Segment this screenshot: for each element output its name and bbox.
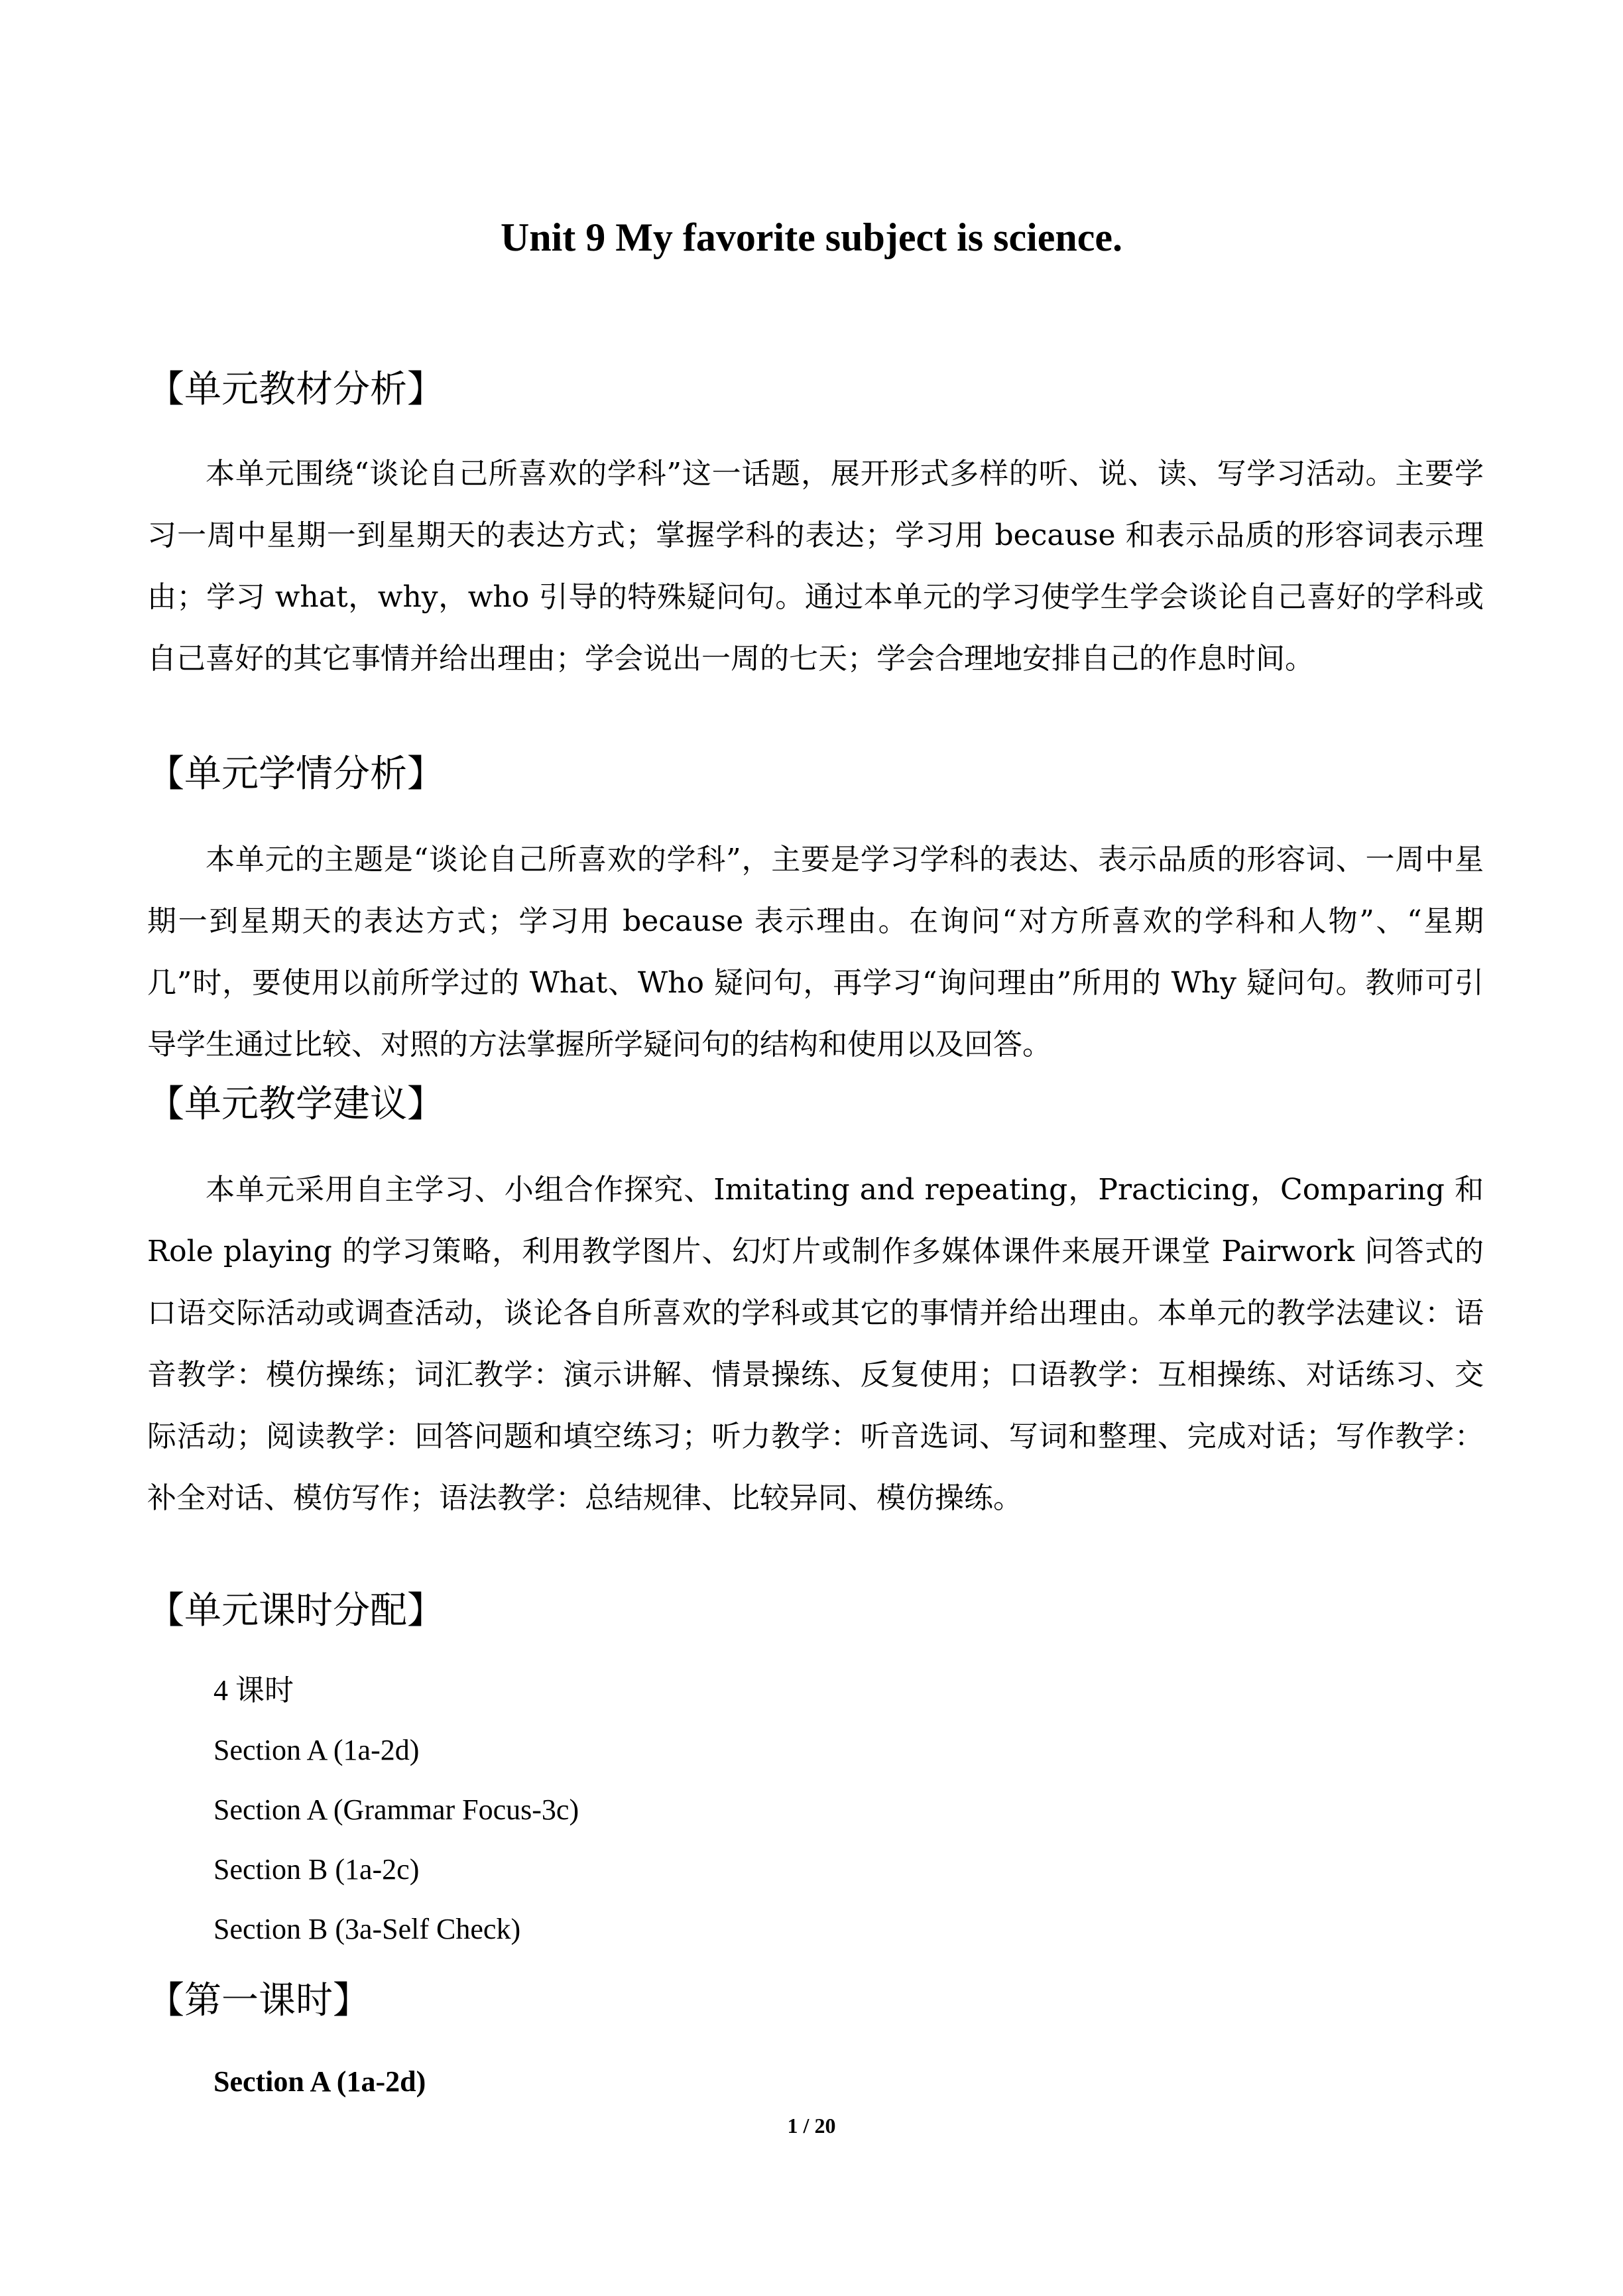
first-lesson-subheading: Section A (1a-2d) [213, 2065, 426, 2098]
lesson-line-4: Section B (3a-Self Check) [213, 1913, 521, 1945]
section-heading-material-analysis: 【单元教材分析】 [147, 368, 444, 411]
lesson-count-line: 4 课时 [213, 1674, 294, 1707]
lesson-line-2: Section A (Grammar Focus-3c) [213, 1793, 579, 1826]
section-heading-first-lesson: 【第一课时】 [147, 1979, 370, 2022]
document-title: Unit 9 My favorite subject is science. [500, 215, 1123, 259]
section-body-teaching-suggestions: 本单元采用自主学习、小组合作探究、Imitating and repeating，Practicing，Comparing 和 Role playing 的学习策略，利用教学图片、幻灯片或制作多媒体课件来展开课堂 Pairwork 问答式的口语交际活动或调查活动，谈论各自所喜欢的学科或其它的事情并给出理由。本单元的教学法建议：语音教学：模仿操练；词汇教学：演示讲解、情景操练、反复使用；口语教学：互相操练、对话练习、交际活动；阅读教学：回答问题和填空练习；听力教学：听音选词、写词和整理、完成对话；写作教学：补全对话、模仿写作；语法教学：总结规律、比较异同、模仿操练。 [147, 1173, 1484, 1515]
section-heading-teaching-suggestions: 【单元教学建议】 [147, 1083, 444, 1126]
section-body-material-analysis: 本单元围绕“谈论自己所喜欢的学科”这一话题，展开形式多样的听、说、读、写学习活动。主要学习一周中星期一到星期天的表达方式；掌握学科的表达；学习用 because 和表示品质的形容词表示理由；学习 what，why，who 引导的特殊疑问句。通过本单元的学习使学生学会谈论自己喜好的学科或自己喜好的其它事情并给出理由；学会说出一周的七天；学会合理地安排自己的作息时间。 [147, 457, 1484, 676]
page-number: 1 / 20 [787, 2114, 836, 2138]
lesson-line-3: Section B (1a-2c) [213, 1853, 420, 1886]
section-heading-lesson-allocation: 【单元课时分配】 [147, 1589, 444, 1632]
lesson-line-1: Section A (1a-2d) [213, 1734, 420, 1766]
section-heading-student-analysis: 【单元学情分析】 [147, 753, 444, 796]
section-body-student-analysis: 本单元的主题是“谈论自己所喜欢的学科”，主要是学习学科的表达、表示品质的形容词、一周中星期一到星期天的表达方式；学习用 because 表示理由。在询问“对方所喜欢的学科和人物”、“星期几”时，要使用以前所学过的 What、Who 疑问句，再学习“询问理由”所用的 Why 疑问句。教师可引导学生通过比较、对照的方法掌握所学疑问句的结构和使用以及回答。 [147, 843, 1484, 1061]
